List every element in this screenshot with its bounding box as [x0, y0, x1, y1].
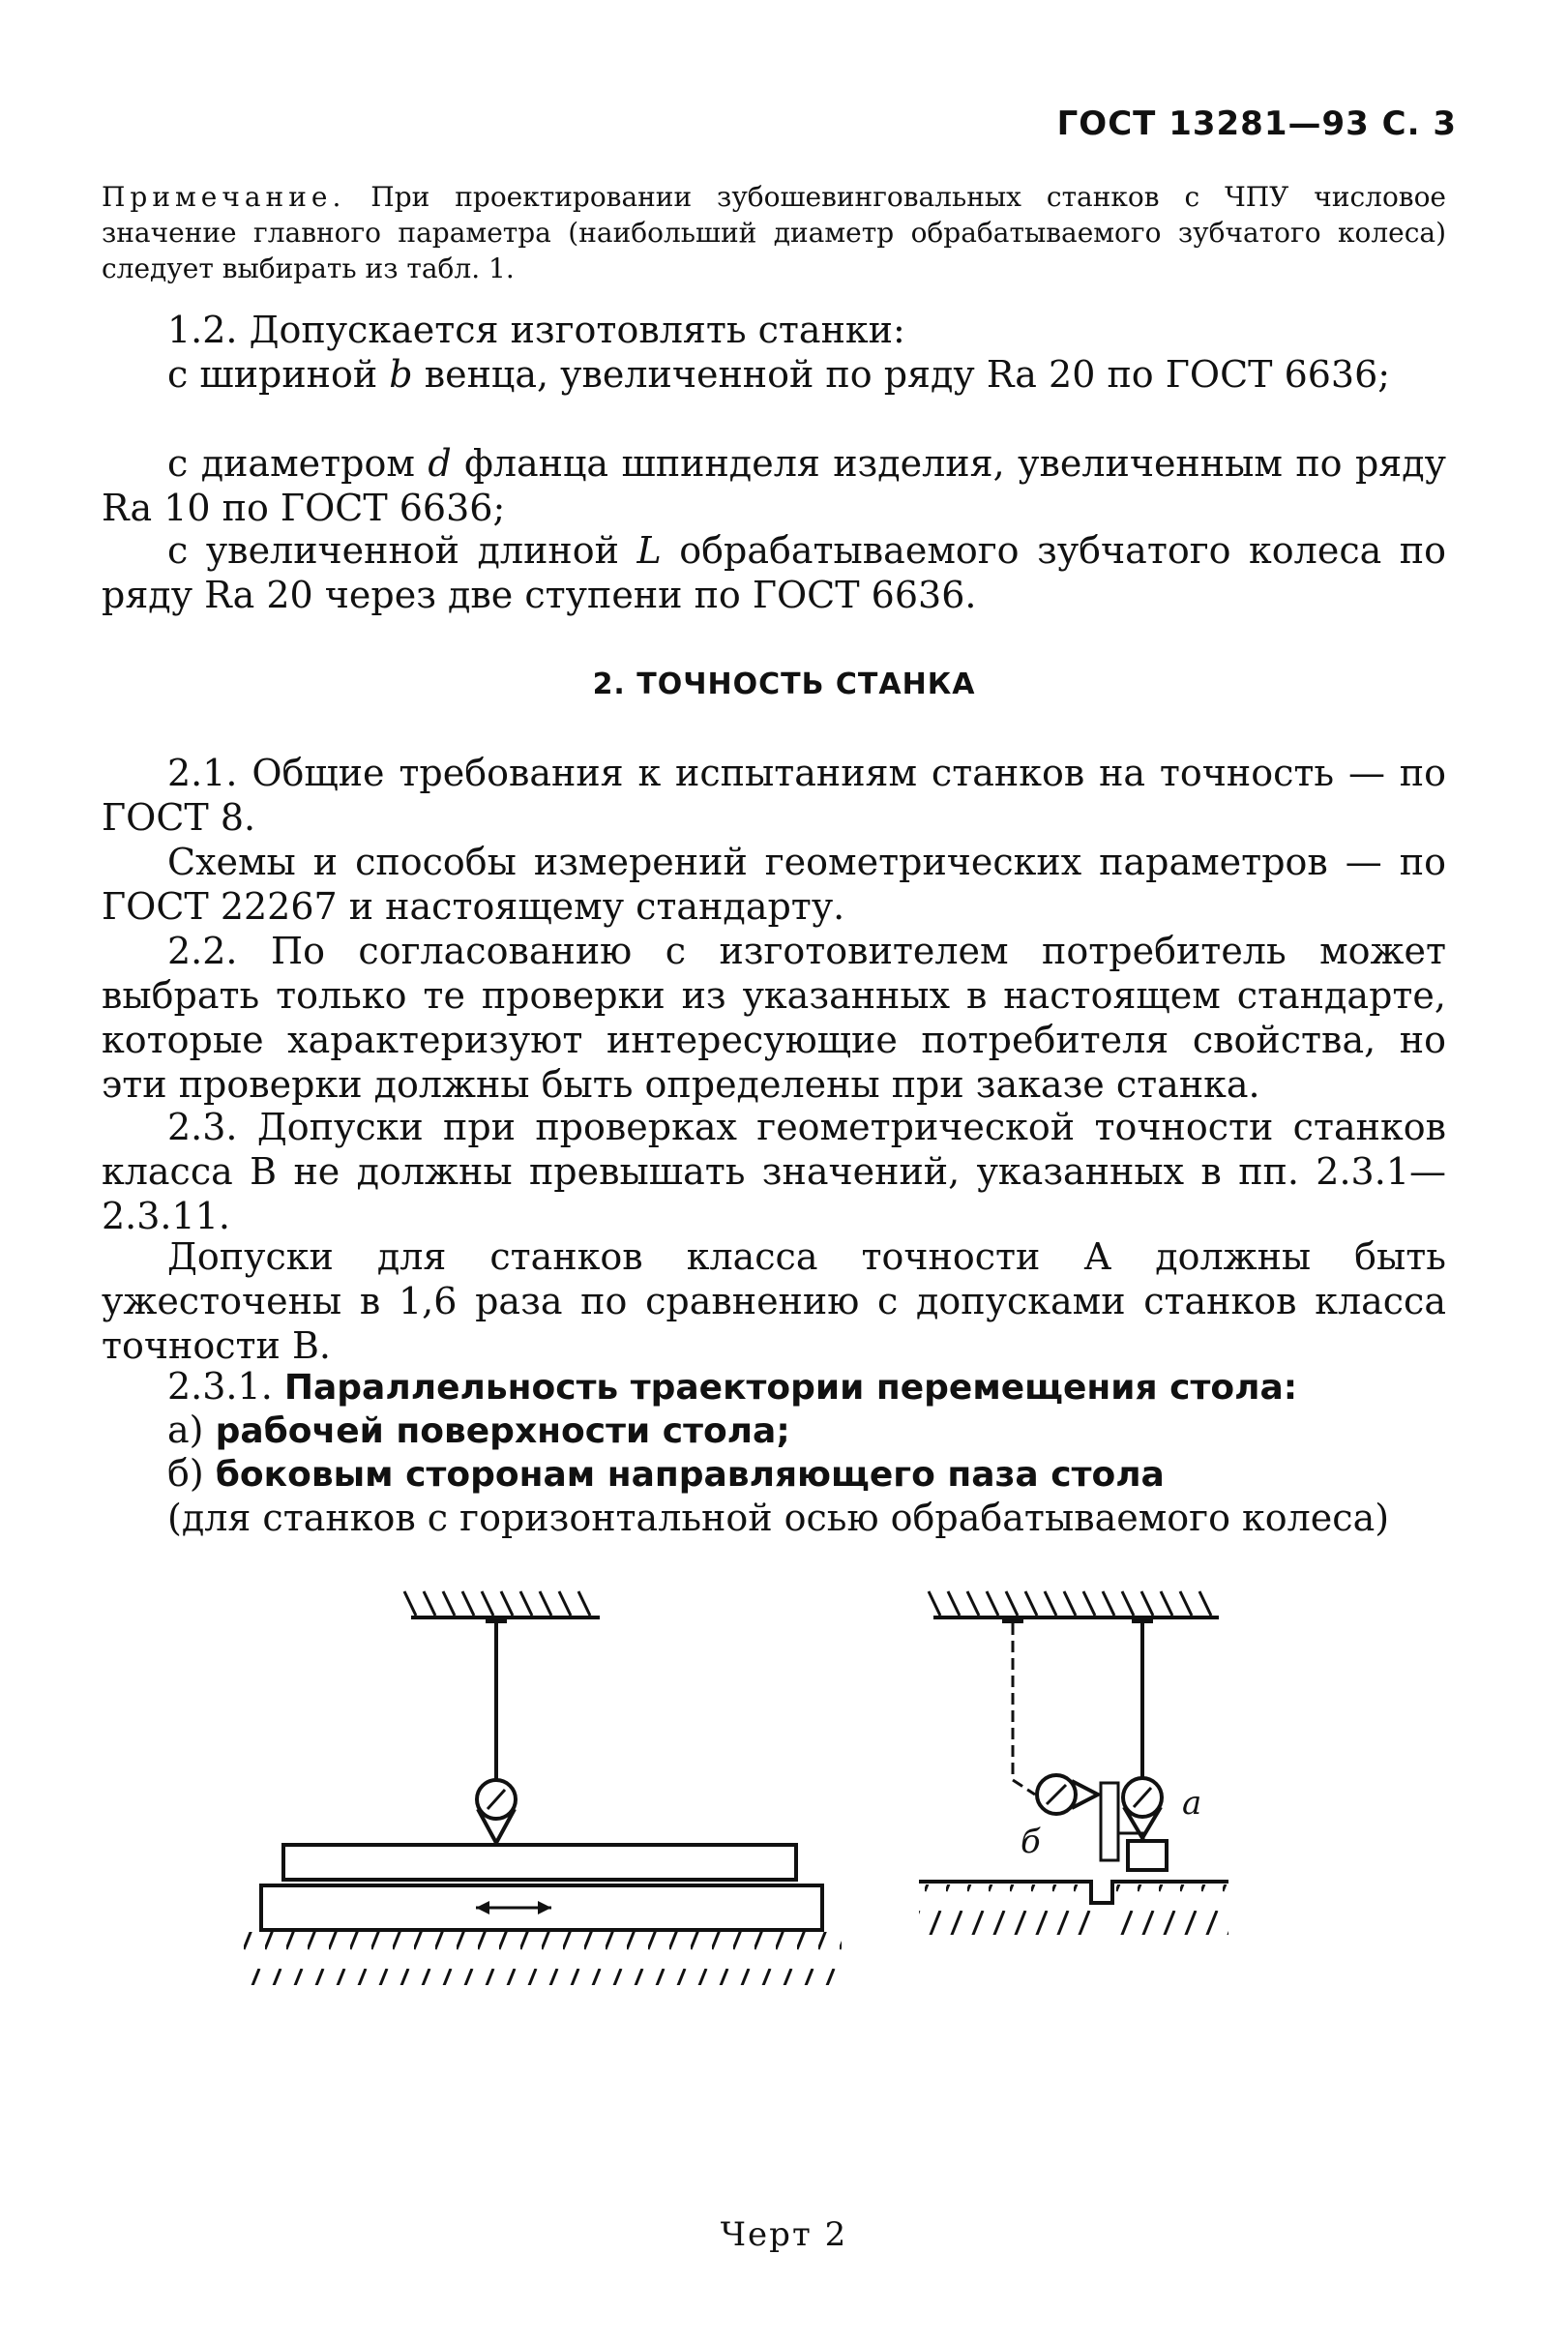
paragraph-2-3-1: 2.3.1. Параллельность траектории перемещения стола: — [167, 1365, 1298, 1408]
item-length: с увеличенной длиной L обрабатываемого зубчатого колеса по ряду Ra 20 через две ступени по ГОСТ 6636. — [102, 529, 1446, 616]
var-L: L — [636, 529, 662, 572]
diagram-left — [242, 1591, 842, 1985]
page-header: ГОСТ 13281—93 С. 3 — [1056, 104, 1457, 143]
paragraph-2-1: 2.1. Общие требования к испытаниям станков на точность — по ГОСТ 8. — [102, 752, 1446, 839]
paragraph-2-2: 2.2. По согласованию с изготовителем потребитель может выбрать только те проверки из указанных в настоящем стандарте, которые характеризуют интересующие потребителя свойства, но эти проверки должны быть определены при заказе станка. — [102, 930, 1446, 1106]
dial-indicator-icon — [477, 1780, 516, 1843]
table-surface — [283, 1845, 796, 1880]
paragraph-2-3-class-a: Допуски для станков класса точности А должны быть ужесточены в 1,6 раза по сравнению с допусками станков класса точности В. — [102, 1235, 1446, 1367]
table-block — [1128, 1841, 1167, 1870]
paragraph-2-3: 2.3. Допуски при проверках геометрической точности станков класса В не должны превышать значений, указанных в пп. 2.3.1—2.3.11. — [102, 1106, 1446, 1237]
note-prefix: Примечание. — [102, 181, 346, 213]
label-a: а — [1182, 1784, 1202, 1823]
item-width: с шириной b венца, увеличенной по ряду Ra 20 по ГОСТ 6636; — [167, 353, 1391, 396]
item-a: а) рабочей поверхности стола; — [167, 1409, 790, 1451]
ceiling-hatch-right — [929, 1591, 1219, 1617]
ceiling-hatch-left — [404, 1591, 600, 1617]
indicator-rod-b — [1013, 1623, 1035, 1795]
item-diameter: с диаметром d фланца шпинделя изделия, увеличенным по ряду Ra 10 по ГОСТ 6636; — [102, 442, 1447, 529]
floor-hatch-right-2 — [1112, 1884, 1228, 1935]
dial-indicator-b-icon — [1037, 1775, 1098, 1814]
paragraph-1-2: 1.2. Допускается изготовлять станки: — [167, 309, 905, 351]
diagram-right — [919, 1591, 1228, 1935]
note-text: При проектировании зубошевинговальных станков с ЧПУ числовое значение главного параметра (наибольший диаметр обрабатываемого зубчатого колеса) следует выбирать из табл. 1. — [102, 181, 1446, 284]
item-note: (для станков с горизонтальной осью обрабатываемого колеса) — [167, 1497, 1390, 1539]
mount-b — [1002, 1617, 1023, 1623]
note-paragraph — [102, 179, 1446, 286]
var-b: b — [389, 353, 413, 396]
paragraph-2-1-schemes: Схемы и способы измерений геометрических параметров — по ГОСТ 22267 и настоящему стандарту. — [102, 841, 1446, 928]
figure-caption: Черт 2 — [720, 2215, 848, 2254]
item-b: б) боковым сторонам направляющего паза стола — [167, 1452, 1165, 1495]
section-title: 2. ТОЧНОСТЬ СТАНКА — [592, 668, 976, 701]
mount-a — [1132, 1617, 1153, 1623]
dial-indicator-a-icon — [1123, 1778, 1162, 1838]
var-d: d — [428, 442, 452, 485]
mount-left — [486, 1617, 507, 1623]
figure-2 — [222, 1562, 1335, 2181]
floor-hatch-right-1 — [919, 1884, 1091, 1935]
label-b: б — [1021, 1823, 1041, 1861]
paragraph-2-3-1-title: Параллельность траектории перемещения стола: — [283, 1368, 1298, 1408]
floor-hatch-left — [242, 1932, 842, 1985]
